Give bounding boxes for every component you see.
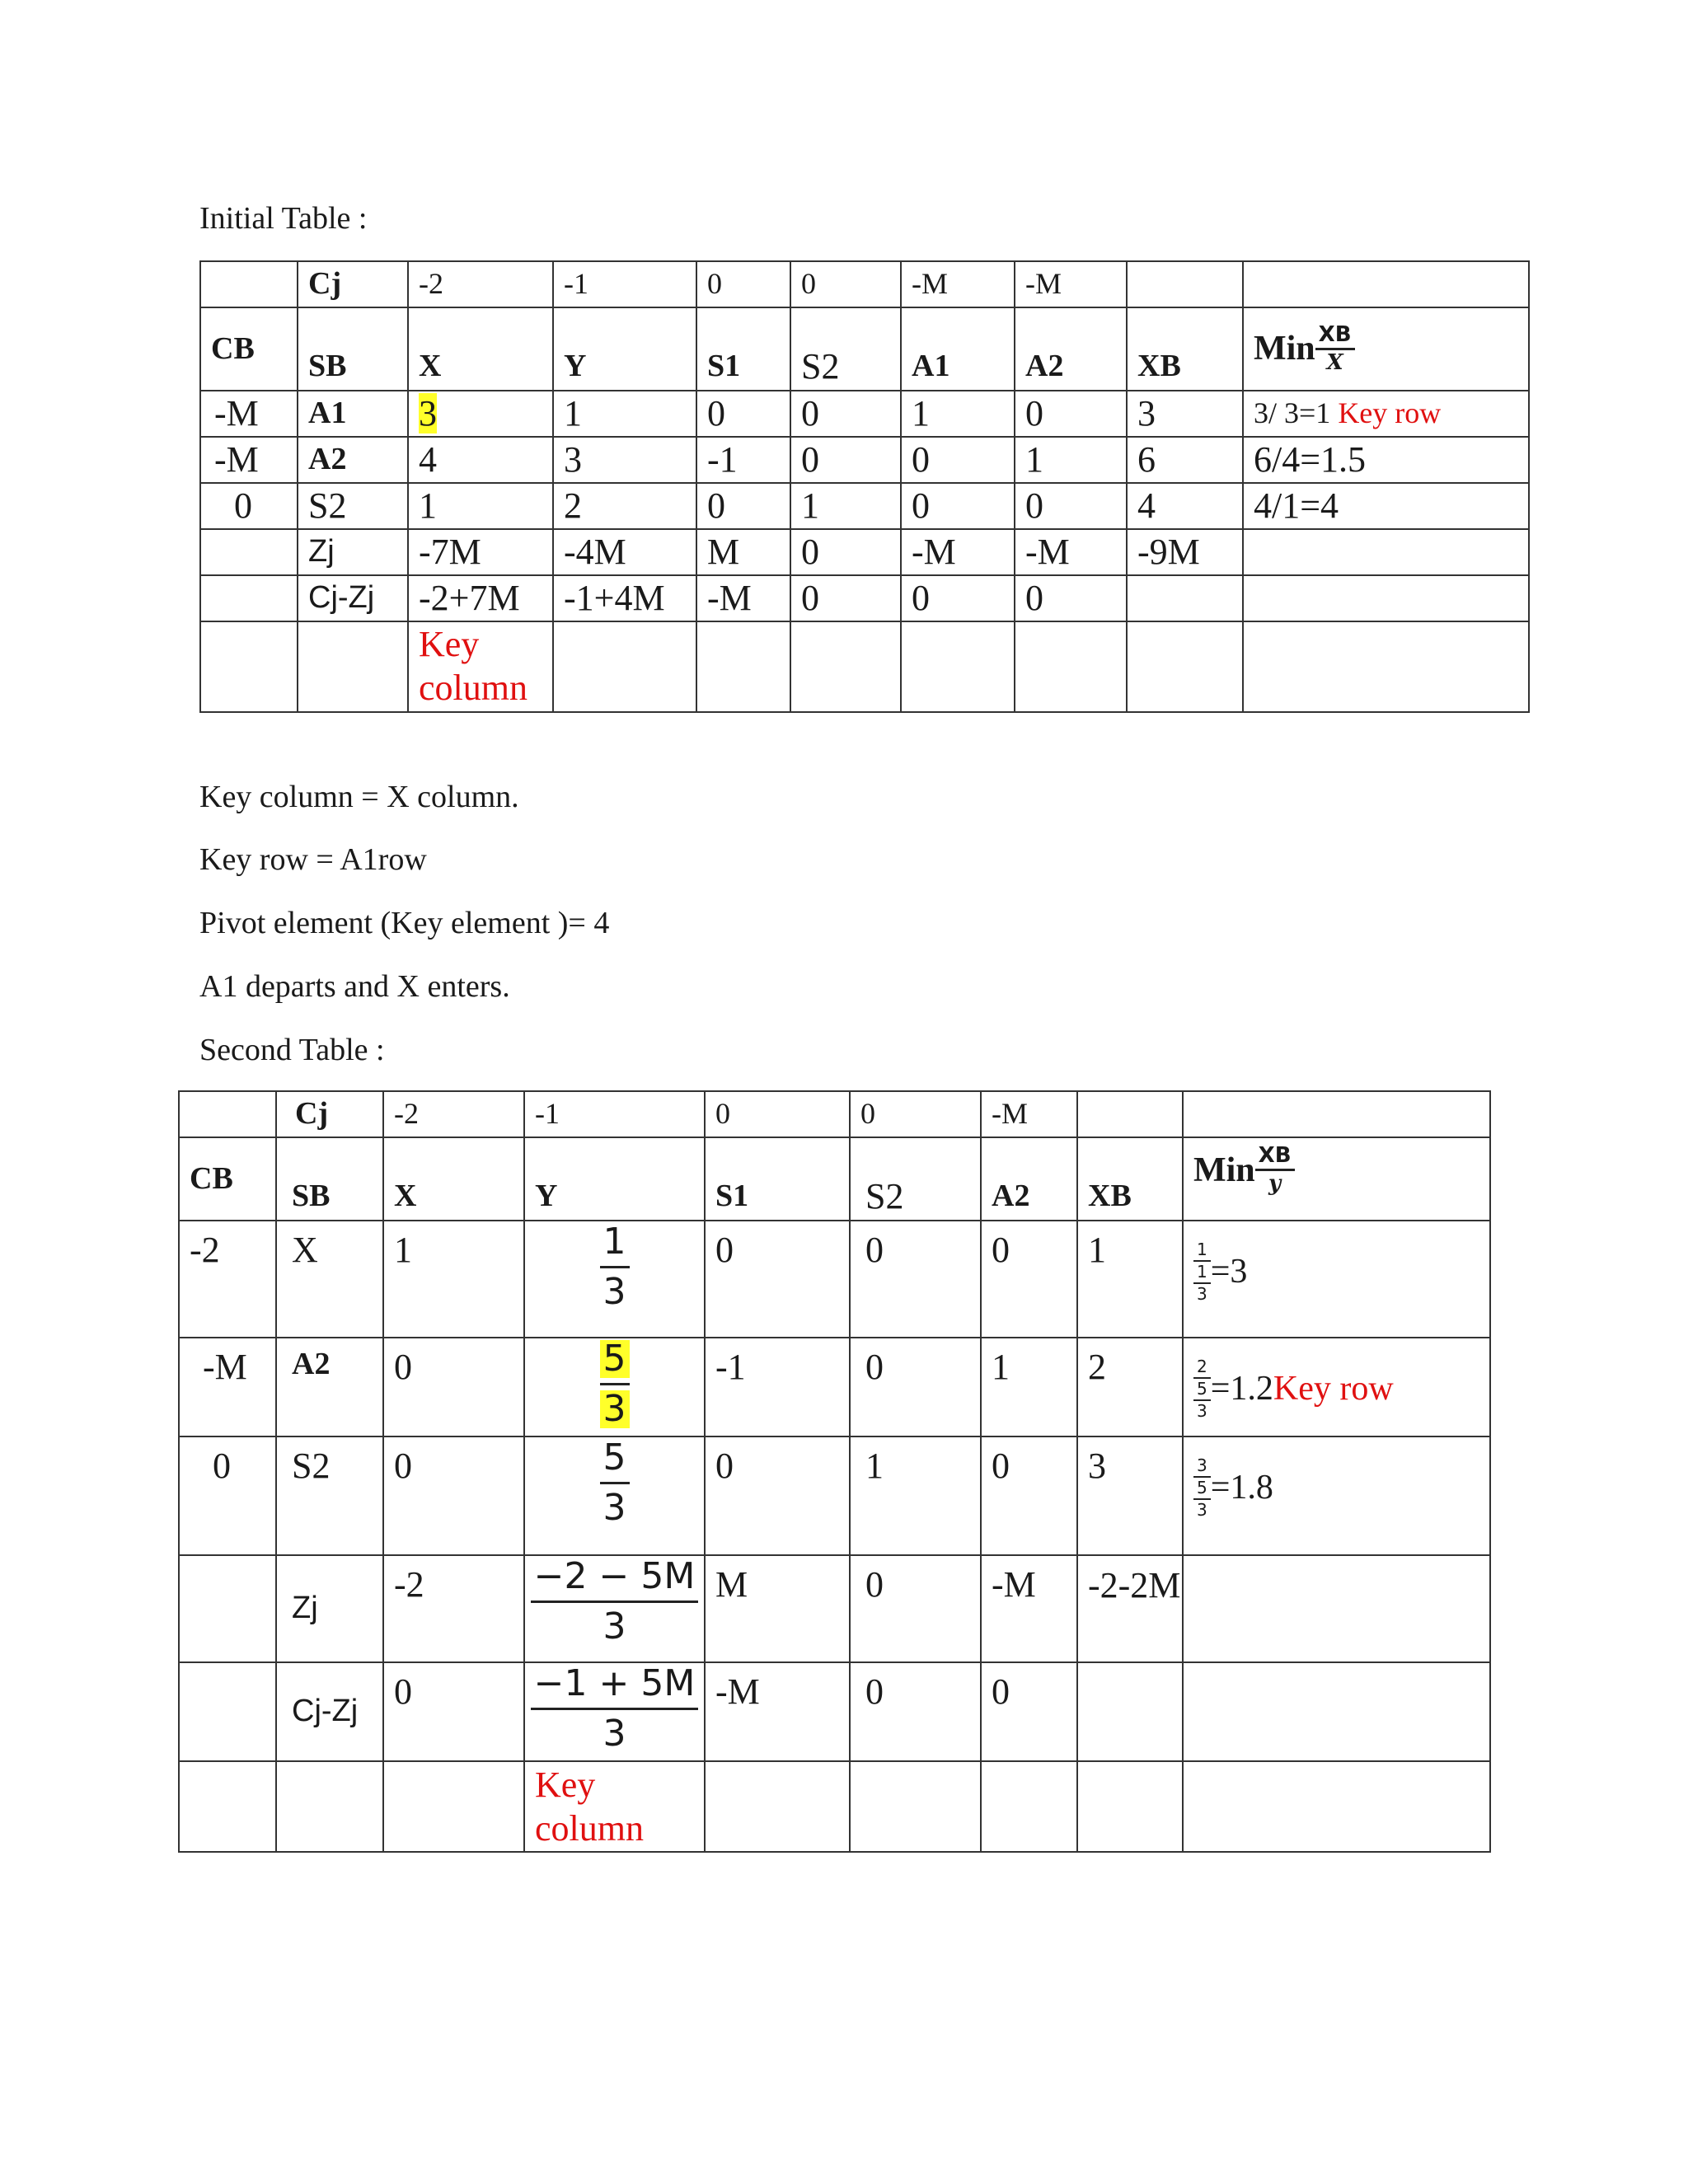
- cj-value: -M: [981, 1091, 1077, 1137]
- ratio-cell: 2 5 3 =1.2 Key row: [1183, 1338, 1490, 1436]
- column-header: S2: [850, 1137, 981, 1221]
- pivot-cell: $\frac{5}{3}$: [524, 1338, 705, 1436]
- table-row: -M A1 3 1 0 0 1 0 3 3/ 3=1 Key row: [200, 391, 1529, 437]
- column-header: A2: [981, 1137, 1077, 1221]
- departs-text: A1 departs and X enters.: [199, 969, 510, 1004]
- cj-value: 0: [705, 1091, 850, 1137]
- pivot-cell: 3: [408, 391, 553, 437]
- cj-label: Cj: [298, 261, 408, 307]
- column-header: XB: [1127, 307, 1243, 391]
- ratio-cell: 6/4=1.5: [1243, 437, 1529, 483]
- ratio-cell: 3/ 3=1 Key row: [1243, 391, 1529, 437]
- key-column-text: Key column = X column.: [199, 780, 519, 814]
- cb-label: CB: [179, 1137, 276, 1221]
- table-row: 0 S2 1 2 0 1 0 0 4 4/1=4: [200, 483, 1529, 529]
- ratio-cell: 3 5 3 =1.8: [1183, 1436, 1490, 1555]
- column-header: SB: [276, 1137, 383, 1221]
- key-row-text: Key row = A1row: [199, 842, 427, 877]
- column-header: S2: [790, 307, 901, 391]
- column-header: A1: [901, 307, 1015, 391]
- initial-simplex-table: [199, 260, 1530, 713]
- ratio-cell: 1 1 3 =3: [1183, 1221, 1490, 1338]
- key-column-note: Key column: [408, 621, 553, 712]
- cj-value: -M: [1015, 261, 1127, 307]
- zj-row: Zj -7M -4M M 0 -M -M -9M: [200, 529, 1529, 575]
- second-table-heading: Second Table :: [199, 1033, 385, 1067]
- min-ratio-header: Min $\frac{XB}{y}$: [1183, 1137, 1490, 1221]
- column-header: A2: [1015, 307, 1127, 391]
- key-row-note: Key row: [1273, 1370, 1394, 1408]
- cj-zj-row: Cj-Zj 0 $\frac{-1 + 5M}{3}$ -M 0 0: [179, 1662, 1490, 1761]
- cj-value: -1: [524, 1091, 705, 1137]
- column-header: SB: [298, 307, 408, 391]
- column-header: X: [408, 307, 553, 391]
- column-header: S1: [705, 1137, 850, 1221]
- column-header: Y: [524, 1137, 705, 1221]
- column-header: Y: [553, 307, 696, 391]
- ratio-cell: 4/1=4: [1243, 483, 1529, 529]
- pivot-text: Pivot element (Key element )= 4: [199, 906, 610, 940]
- table-row: 0 S2 0 $\frac{5}{3}$ 0 1 0 3 3 5 3 =1.8: [179, 1436, 1490, 1555]
- initial-table-heading: Initial Table :: [199, 201, 368, 236]
- cj-value: -M: [901, 261, 1015, 307]
- cj-value: -2: [383, 1091, 524, 1137]
- cj-zj-row: Cj-Zj -2+7M -1+4M -M 0 0 0: [200, 575, 1529, 621]
- min-ratio-header: Min $\frac{XB}{X}$: [1243, 307, 1529, 391]
- cj-label: Cj: [276, 1091, 383, 1137]
- table-row: -M A2 4 3 -1 0 0 1 6 6/4=1.5: [200, 437, 1529, 483]
- zj-row: Zj -2 $\frac{-2 - 5M}{3}$ M 0 -M -2-2M: [179, 1555, 1490, 1662]
- cj-value: 0: [696, 261, 790, 307]
- cj-value: -1: [553, 261, 696, 307]
- column-header: S1: [696, 307, 790, 391]
- cj-value: 0: [790, 261, 901, 307]
- key-column-note: Key column: [524, 1761, 705, 1852]
- cj-value: -2: [408, 261, 553, 307]
- column-header: XB: [1077, 1137, 1183, 1221]
- cj-value: 0: [850, 1091, 981, 1137]
- table-row: -M A2 0 $\frac{5}{3}$ -1 0 1 2 2 5 3 =1.2 Key row: [179, 1338, 1490, 1436]
- table-row: -2 X 1 $\frac{1}{3}$ 0 0 0 1 1 1 3 =3: [179, 1221, 1490, 1338]
- cb-label: CB: [200, 307, 298, 391]
- key-row-note: Key row: [1338, 396, 1442, 430]
- second-simplex-table: [178, 1090, 1491, 1853]
- column-header: X: [383, 1137, 524, 1221]
